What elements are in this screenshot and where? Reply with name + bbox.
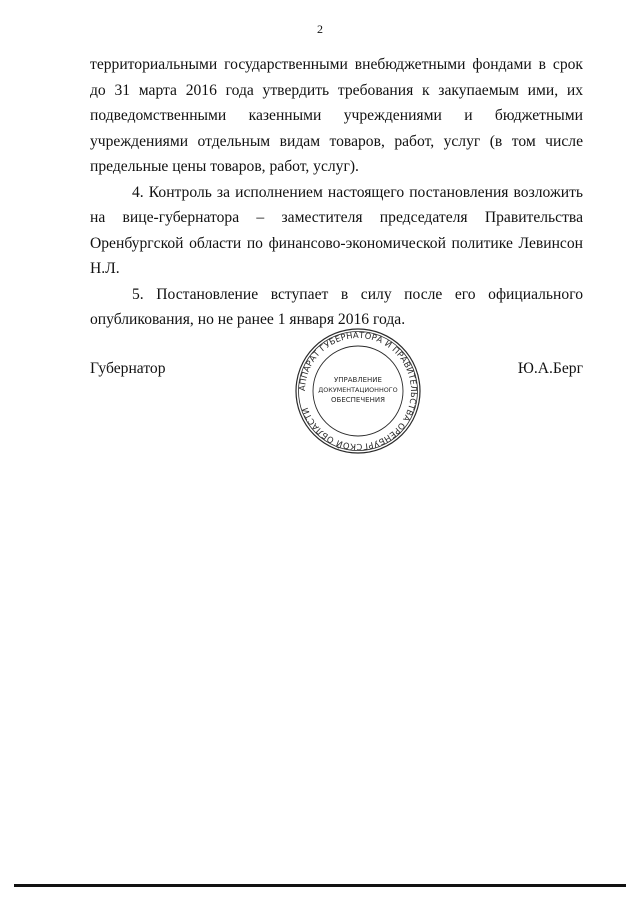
- seal-inner-line-2: ДОКУМЕНТАЦИОННОГО: [318, 386, 398, 394]
- signatory-title: Губернатор: [90, 360, 166, 377]
- seal-outer-text: АППАРАТ ГУБЕРНАТОРА И ПРАВИТЕЛЬСТВА ОРЕНБУРГСКОЙ ОБЛАСТИ: [296, 329, 420, 453]
- seal-inner-line-3: ОБЕСПЕЧЕНИЯ: [331, 396, 385, 404]
- signatory-name: Ю.А.Берг: [517, 360, 583, 377]
- footer-rule: [14, 884, 626, 887]
- paragraph-item-5: 5. Постановление вступает в силу после его официального опубликования, но не ранее 1 января 2016 года.: [90, 285, 583, 328]
- seal-inner-line-1: УПРАВЛЕНИЕ: [334, 376, 382, 384]
- page-number: 2: [317, 22, 323, 36]
- official-seal: [293, 326, 423, 456]
- paragraph-item-4: 4. Контроль за исполнением настоящего постановления возложить на вице-губернатора – заместителя председателя Правительства Оренбургской области по финансово-экономической политике Левинсон Н.Л.: [90, 183, 583, 277]
- document-body: [90, 52, 583, 333]
- paragraph-continuation: территориальными государственными внебюджетными фондами в срок до 31 марта 2016 года утвердить требования к закупаемым ими, их подведомственными казенными учреждениями и бюджетными учреждениями отдельным видам товаров, работ, услуг (в том числе предельные цены товаров, работ, услуг).: [90, 56, 583, 175]
